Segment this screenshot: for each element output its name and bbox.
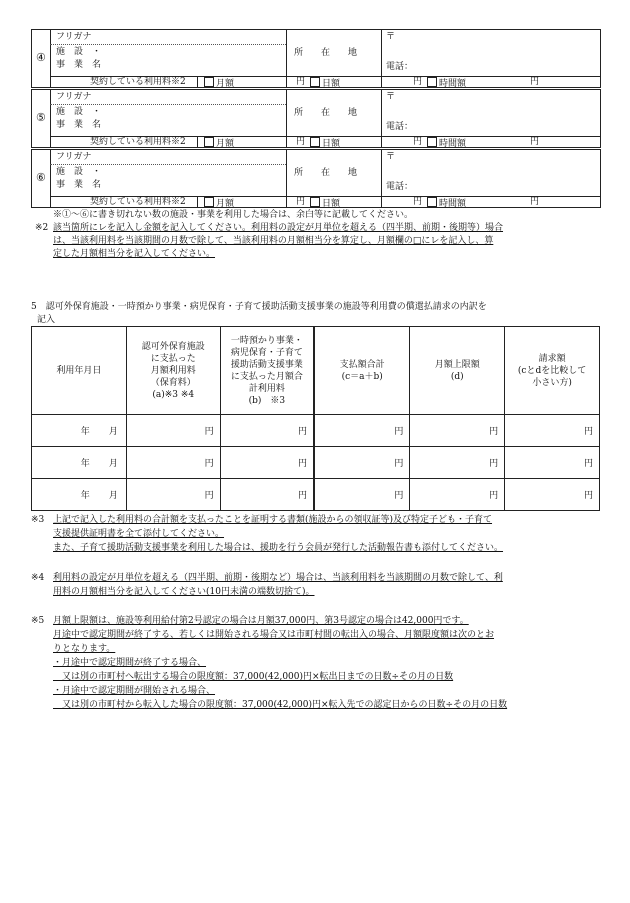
header-col-c: 支払額合計 (c＝a＋b) bbox=[314, 327, 410, 415]
facility-label-1: 施 設 ・ bbox=[56, 167, 102, 177]
cell-b[interactable]: 円 bbox=[220, 415, 314, 447]
table-row bbox=[32, 447, 600, 479]
row-number: ⑤ bbox=[36, 111, 46, 124]
contract-fee-label: 契約している利用料※2 bbox=[90, 77, 186, 87]
header-col-e: 請求額 (cとdを比較して 小さい方) bbox=[505, 327, 600, 415]
note-3-line2: 支援提供証明書を全て添付してください。 bbox=[53, 529, 225, 539]
facility-label-2: 事 業 名 bbox=[56, 60, 102, 70]
contract-fee-label: 契約している利用料※2 bbox=[90, 137, 186, 147]
furigana-label: フリガナ bbox=[56, 92, 92, 102]
facility-label-1: 施 設 ・ bbox=[56, 107, 102, 117]
hourly-checkbox[interactable] bbox=[427, 77, 437, 87]
table-row bbox=[32, 479, 600, 511]
note-2-line1: 該当箇所にレを記入し金額を記入してください。利用料の設定が月単位を超える（四半期、前期・後期等）場合 bbox=[53, 223, 504, 233]
note-5-line7: 又は別の市町村から転入した場合の限度額：37,000(42,000)円×転入先での認定日からの日数÷その月の日数 bbox=[53, 700, 508, 710]
facility-block-4: ④ フリガナ 施 設 ・ 事 業 名 所 在 地 〒 電話： 契約している利用料※2 月額 円 日額 円 時間額 円 bbox=[31, 29, 601, 88]
note-5-line5: 又は別の市町村へ転出する場合の限度額：37,000(42,000)円×転出日までの日数÷その月の日数 bbox=[53, 672, 454, 682]
cell-date[interactable]: 年 月 bbox=[32, 415, 127, 447]
section5-title: 5 認可外保育施設・一時預かり事業・病児保育・子育て援助活動支援事業の施設等利用費の償還払請求の内訳を bbox=[31, 302, 487, 312]
contract-fee-label: 契約している利用料※2 bbox=[90, 197, 186, 207]
furigana-label: フリガナ bbox=[56, 152, 92, 162]
cell-e[interactable]: 円 bbox=[505, 415, 600, 447]
cell-b[interactable]: 円 bbox=[220, 447, 314, 479]
hourly-checkbox[interactable] bbox=[427, 137, 437, 147]
daily-checkbox[interactable] bbox=[310, 137, 320, 147]
row-number: ④ bbox=[36, 51, 46, 64]
note-5-line1: 月額上限額は、施設等利用給付第2号認定の場合は月額37,000円、第3号認定の場合は42,000円です。 bbox=[53, 616, 469, 626]
row-number: ⑥ bbox=[36, 171, 46, 184]
daily-checkbox[interactable] bbox=[310, 197, 320, 207]
cell-e[interactable]: 円 bbox=[505, 447, 600, 479]
address-label: 所 在 地 bbox=[294, 48, 358, 58]
cell-d[interactable]: 円 bbox=[410, 447, 505, 479]
facility-label-2: 事 業 名 bbox=[56, 120, 102, 130]
address-label: 所 在 地 bbox=[294, 168, 358, 178]
facility-label-2: 事 業 名 bbox=[56, 180, 102, 190]
note-2-line2: は、当該利用料を当該期間の月数で除して、当該利用料の月額相当分を算定し、月額欄の□にレを記入し、算 bbox=[53, 236, 494, 246]
cell-date[interactable]: 年 月 bbox=[32, 447, 127, 479]
note-3-line1: 上記で記入した利用料の合計額を支払ったことを証明する書類(施設からの領収証等)及び特定子ども・子育て bbox=[53, 515, 493, 525]
monthly-checkbox[interactable] bbox=[204, 137, 214, 147]
note-5-line3: りとなります。 bbox=[53, 644, 116, 654]
cell-date[interactable]: 年 月 bbox=[32, 479, 127, 511]
cell-a[interactable]: 円 bbox=[126, 415, 220, 447]
section5-title-2: 記入 bbox=[37, 315, 56, 325]
note-2-line3: 定した月額相当分を記入してください。 bbox=[53, 249, 216, 259]
cell-c[interactable]: 円 bbox=[314, 479, 410, 511]
phone-label: 電話： bbox=[386, 62, 414, 72]
note-4-mark: ※4 bbox=[31, 573, 45, 583]
cell-d[interactable]: 円 bbox=[410, 479, 505, 511]
note-overflow: ※①～⑥に書き切れない数の施設・事業を利用した場合は、余白等に記載してください。 bbox=[53, 210, 414, 220]
cell-d[interactable]: 円 bbox=[410, 415, 505, 447]
note-5-line2: 月途中で認定期間が終了する、若しくは開始される場合又は市町村間の転出入の場合、月額限度額は次のとお bbox=[53, 630, 495, 640]
postal-mark: 〒 bbox=[386, 32, 396, 42]
header-col-d: 月額上限額 (d) bbox=[410, 327, 505, 415]
postal-mark: 〒 bbox=[386, 152, 396, 162]
note-4-line1: 利用料の設定が月単位を超える（四半期、前期・後期など）場合は、当該利用料を当該期間の月数で除して、利 bbox=[53, 573, 503, 583]
cell-a[interactable]: 円 bbox=[126, 479, 220, 511]
note-2-mark: ※2 bbox=[35, 223, 49, 233]
claim-table bbox=[31, 326, 600, 511]
hourly-checkbox[interactable] bbox=[427, 197, 437, 207]
facility-label-1: 施 設 ・ bbox=[56, 47, 102, 57]
cell-c[interactable]: 円 bbox=[314, 447, 410, 479]
table-row bbox=[32, 415, 600, 447]
cell-e[interactable]: 円 bbox=[505, 479, 600, 511]
note-4-line2: 用料の月額相当分を記入してください(10円未満の端数切捨て)。 bbox=[53, 587, 315, 597]
facility-block-6: ⑥ フリガナ 施 設 ・ 事 業 名 所 在 地 〒 電話： 契約している利用料※2 月額 円 日額 円 時間額 円 bbox=[31, 149, 601, 208]
daily-checkbox[interactable] bbox=[310, 77, 320, 87]
note-3-mark: ※3 bbox=[31, 515, 45, 525]
note-5-mark: ※5 bbox=[31, 616, 45, 626]
furigana-label: フリガナ bbox=[56, 32, 92, 42]
cell-a[interactable]: 円 bbox=[126, 447, 220, 479]
postal-mark: 〒 bbox=[386, 92, 396, 102]
header-col-a: 認可外保育施設 に支払った 月額利用料 （保育料） (a)※3 ※4 bbox=[126, 327, 220, 415]
header-col-b: 一時預かり事業・ 病児保育・子育て 援助活動支援事業 に支払った月額合 計利用料 (b) ※3 bbox=[220, 327, 314, 415]
note-5-line6: ・月途中で認定期間が開始される場合、 bbox=[53, 686, 216, 696]
phone-label: 電話： bbox=[386, 122, 414, 132]
phone-label: 電話： bbox=[386, 182, 414, 192]
header-month: 利用年月日 bbox=[32, 327, 127, 415]
cell-c[interactable]: 円 bbox=[314, 415, 410, 447]
note-5-line4: ・月途中で認定期間が終了する場合、 bbox=[53, 658, 207, 668]
address-label: 所 在 地 bbox=[294, 108, 358, 118]
note-3-line3: また、子育て援助活動支援事業を利用した場合は、援助を行う会員が発行した活動報告書も添付してください。 bbox=[53, 543, 504, 553]
facility-block-5: ⑤ フリガナ 施 設 ・ 事 業 名 所 在 地 〒 電話： 契約している利用料※2 月額 円 日額 円 時間額 円 bbox=[31, 89, 601, 148]
monthly-checkbox[interactable] bbox=[204, 197, 214, 207]
cell-b[interactable]: 円 bbox=[220, 479, 314, 511]
monthly-checkbox[interactable] bbox=[204, 77, 214, 87]
